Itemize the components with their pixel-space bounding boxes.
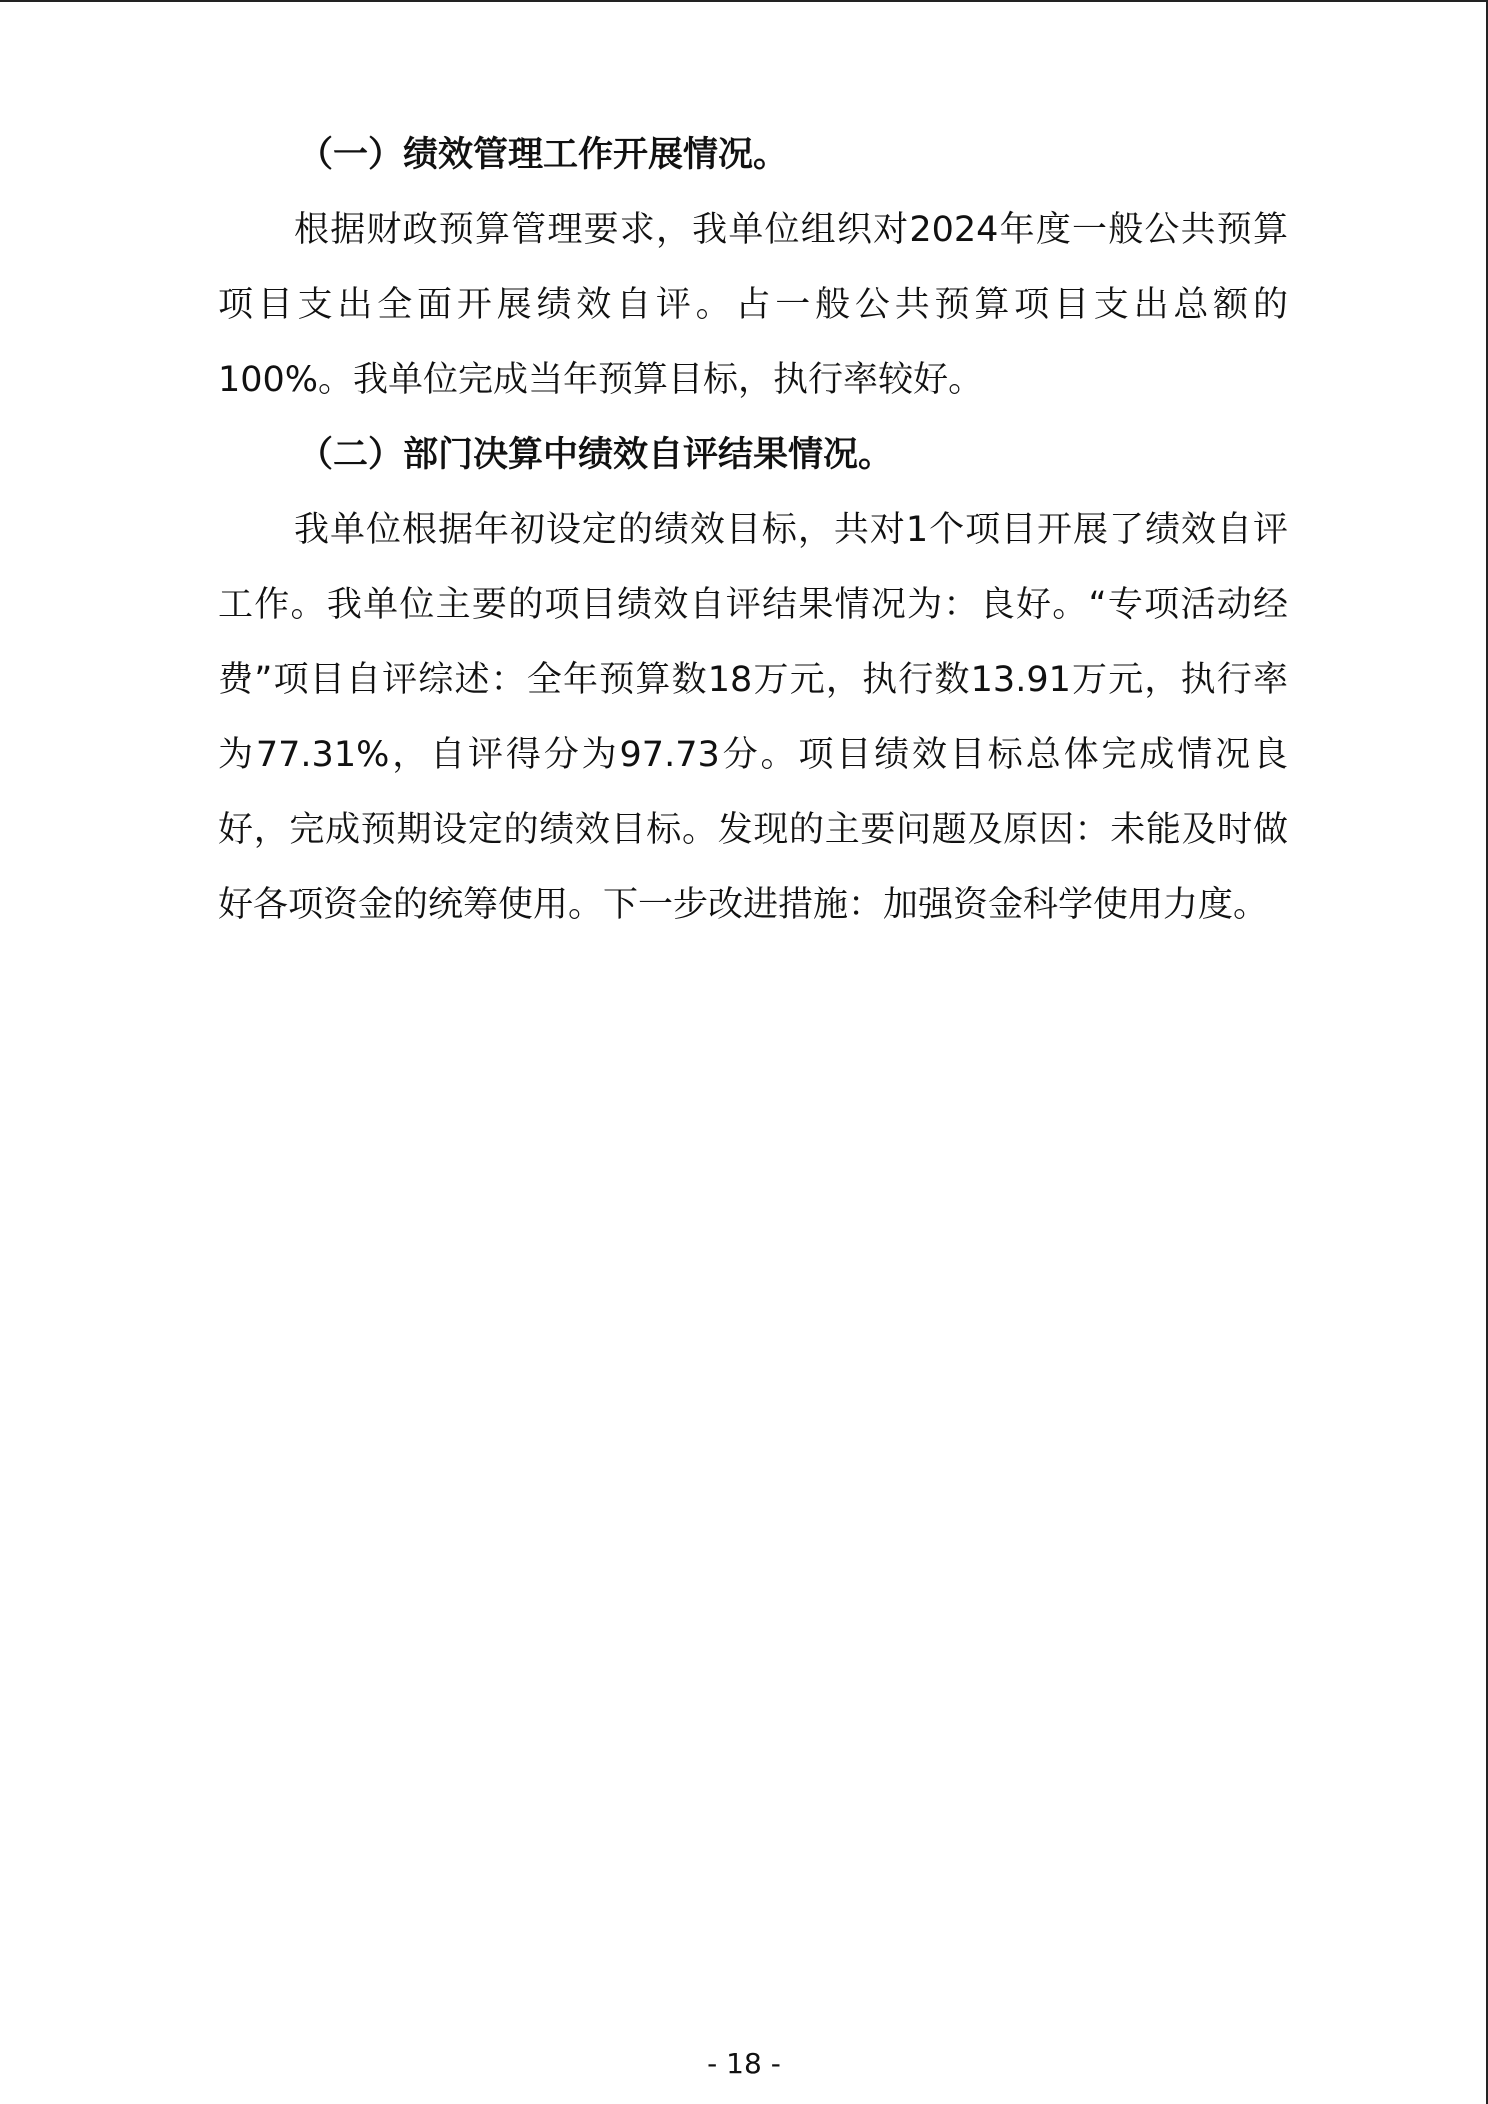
section-heading-self-evaluation-results: （二）部门决算中绩效自评结果情况。 <box>298 435 894 475</box>
paragraph-performance-management: 根据财政预算管理要求，我单位组织对2024年度一般公共预算项目支出全面开展绩效自评。占一般公共预算项目支出总额的100%。我单位完成当年预算目标，执行率较好。 <box>218 210 1288 400</box>
section-heading-performance-management: （一）绩效管理工作开展情况。 <box>298 135 789 175</box>
document-body <box>218 118 1288 943</box>
page-number: - 18 - <box>707 2047 781 2080</box>
paragraph-self-evaluation-results: 我单位根据年初设定的绩效目标，共对1个项目开展了绩效自评工作。我单位主要的项目绩效自评结果情况为：良好。“专项活动经费”项目自评综述：全年预算数18万元，执行数13.91万元，执行率为77.31%，自评得分为97.73分。项目绩效目标总体完成情况良好，完成预期设定的绩效目标。发现的主要问题及原因：未能及时做好各项资金的统筹使用。下一步改进措施：加强资金科学使用力度。 <box>218 510 1288 925</box>
